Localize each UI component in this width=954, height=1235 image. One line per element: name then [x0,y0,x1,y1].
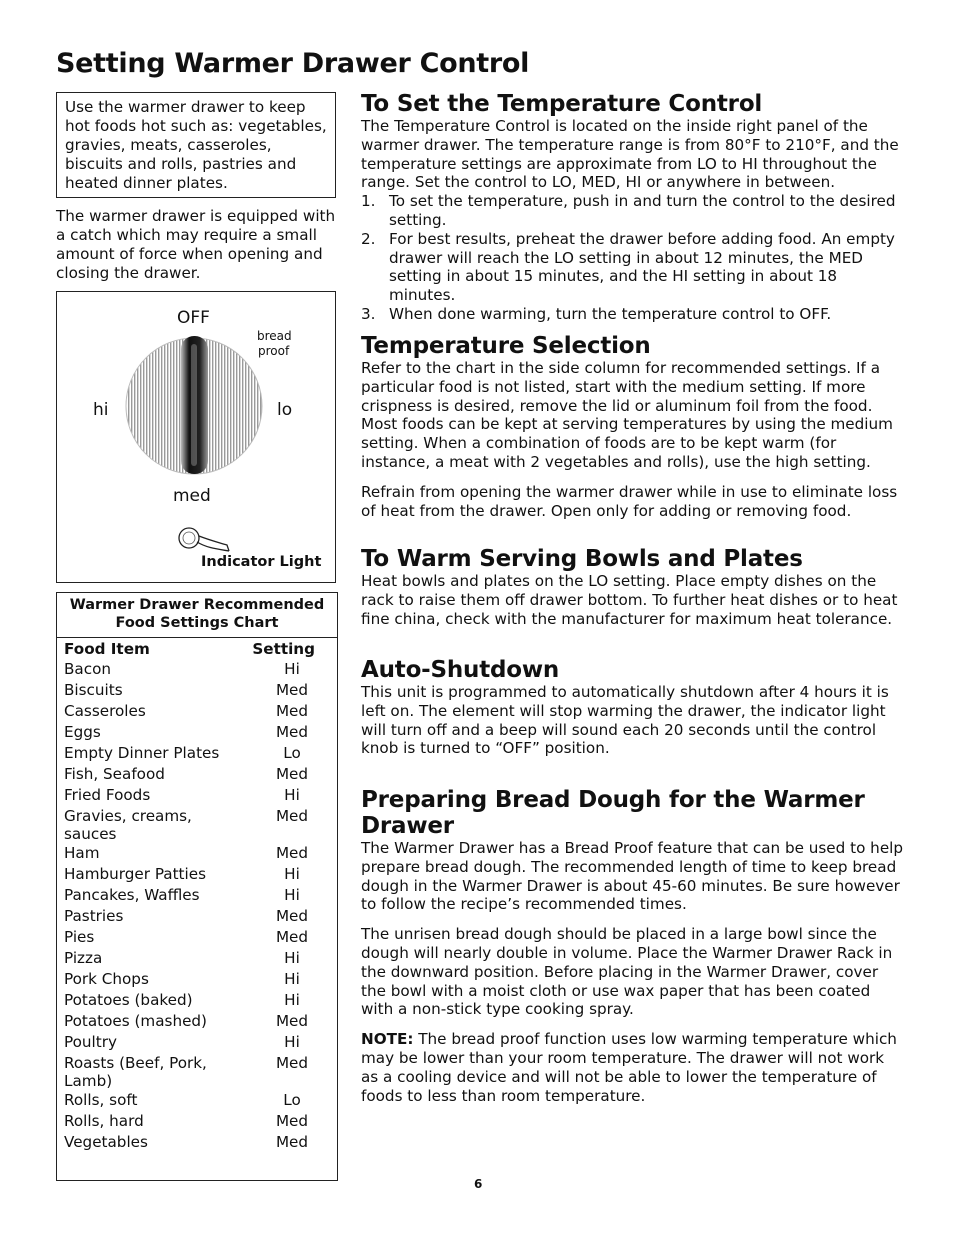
food-item-cell: Pies [64,928,95,946]
temp-control-steps [361,192,906,324]
table-row [57,1054,337,1091]
setting-cell: Med [275,765,309,783]
table-row [57,1133,337,1154]
section-temp-selection [361,333,906,520]
food-item-cell: Gravies, creams, sauces [64,807,192,843]
step-item: 2. For best results, preheat the drawer before adding food. An empty drawer will reach the LO setting in about 12 minutes, the MED setting in about 15 minutes, and the HI setting in about 18 minutes. [361,229,895,305]
table-row [57,907,337,928]
table-row [57,886,337,907]
food-item-cell: Rolls, hard [64,1112,144,1130]
food-item-cell: Potatoes (mashed) [64,1012,207,1030]
table-row [57,1033,337,1054]
food-item-cell: Eggs [64,723,101,741]
page-title: Setting Warmer Drawer Control [56,48,530,79]
dial-lo-label: lo [277,400,293,420]
table-row [57,807,337,844]
control-dial-figure [56,291,336,583]
setting-cell: Hi [284,991,300,1009]
setting-cell: Med [275,1133,309,1151]
food-item-cell: Pizza [64,949,103,967]
setting-cell: Hi [284,970,300,988]
heading-temp-control: To Set the Temperature Control [361,91,763,117]
food-item-cell: Potatoes (baked) [64,991,193,1009]
indicator-light-icon [177,524,233,558]
setting-cell: Hi [284,949,300,967]
food-item-cell: Pancakes, Waffles [64,886,200,904]
note-text: The bread proof function uses low warming temperature which may be lower than your room temperature. The drawer will not work as a cooling device and will not be able to lower the temperature of foods to less than room temperature. [361,1030,897,1105]
heading-temp-selection: Temperature Selection [361,333,651,359]
auto-shutdown-body: This unit is programmed to automatically shutdown after 4 hours it is left on. The element will stop warming the drawer, the indicator light will turn off and a beep will sound each 20 seconds until the control knob is turned to “OFF” position. [361,683,889,758]
table-row [57,660,337,681]
food-item-cell: Pastries [64,907,124,925]
food-item-cell: Pork Chops [64,970,149,988]
chart-title-line1: Warmer Drawer Recommended [69,597,325,613]
section-bread-dough [361,787,906,1105]
table-row [57,1091,337,1112]
food-item-cell: Empty Dinner Plates [64,744,220,762]
step-item: 1. To set the temperature, push in and turn the control to the desired setting. [361,192,896,229]
catch-paragraph: The warmer drawer is equipped with a catch which may require a small amount of force when opening and closing the drawer. [56,207,336,282]
food-item-cell: Ham [64,844,100,862]
table-row [57,786,337,807]
intro-callout: Use the warmer drawer to keep hot foods hot such as: vegetables, gravies, meats, casseroles, biscuits and rolls, pastries and heated dinner plates. [56,92,336,198]
food-item-cell: Fried Foods [64,786,151,804]
step-item: 3. When done warming, turn the temperature control to OFF. [361,304,832,323]
food-settings-chart [56,592,338,1181]
control-knob-icon [119,334,269,476]
food-item-cell: Hamburger Patties [64,865,206,883]
heading-bread-dough: Preparing Bread Dough for the Warmer Drawer [361,787,865,839]
dial-hi-label: hi [93,400,109,420]
table-row [57,949,337,970]
food-item-cell: Bacon [64,660,111,678]
temp-selection-p2: Refrain from opening the warmer drawer while in use to eliminate loss of heat from the drawer. Open only for adding or removing food. [361,482,898,520]
setting-cell: Med [275,844,309,862]
table-row [57,970,337,991]
setting-cell: Hi [284,1033,300,1051]
chart-title-line2: Food Settings Chart [115,615,279,631]
setting-cell: Lo [283,744,301,762]
dial-bread-label: bread [257,329,292,343]
setting-cell: Hi [284,886,300,904]
food-item-cell: Vegetables [64,1133,148,1151]
section-bowls-plates [361,546,906,628]
indicator-light-label: Indicator Light [201,554,322,570]
setting-cell: Med [275,907,309,925]
food-item-cell: Casseroles [64,702,146,720]
table-row [57,928,337,949]
table-row [57,844,337,865]
heading-auto-shutdown: Auto-Shutdown [361,657,560,683]
setting-cell: Med [275,723,309,741]
table-row [57,1112,337,1133]
temp-control-body: The Temperature Control is located on the inside right panel of the warmer drawer. The temperature range is from 80°F to 210°F, and the temperature settings are approximate from LO to HI throughout the range. Set the control to LO, MED, HI or anywhere in between. [361,117,899,192]
table-row [57,765,337,786]
table-row [57,991,337,1012]
bread-dough-note [361,1030,906,1105]
setting-cell: Hi [284,786,300,804]
table-row [57,702,337,723]
setting-cell: Med [275,702,309,720]
section-auto-shutdown [361,657,906,758]
setting-cell: Med [275,681,309,699]
setting-cell: Med [275,928,309,946]
col-header-setting: Setting [252,640,315,658]
bread-dough-p1: The Warmer Drawer has a Bread Proof feature that can be used to help prepare bread dough. The recommended length of time to keep bread dough in the Warmer Drawer is about 45-60 minutes. Be sure however to follow the recipe’s recommended times. [361,839,904,914]
bread-dough-p2: The unrisen bread dough should be placed in a large bowl since the dough will nearly double in volume. Place the Warmer Drawer Rack in the downward position. Before placing in the Warmer Drawer, cover the bowl with a moist cloth or use wax paper that has been coated with a non-stick type cooking spray. [361,925,893,1019]
setting-cell: Lo [283,1091,301,1109]
dial-off-label: OFF [177,308,210,328]
food-item-cell: Roasts (Beef, Pork, Lamb) [64,1054,207,1090]
dial-proof-label: proof [258,344,290,358]
setting-cell: Med [275,1054,309,1072]
food-item-cell: Poultry [64,1033,117,1051]
table-row [57,865,337,886]
food-item-cell: Rolls, soft [64,1091,138,1109]
section-temp-control [361,91,906,324]
table-row [57,681,337,702]
table-row [57,723,337,744]
table-row [57,744,337,765]
setting-cell: Med [275,1112,309,1130]
food-settings-table [57,638,337,1154]
page-number: 6 [474,1177,483,1191]
setting-cell: Hi [284,865,300,883]
setting-cell: Hi [284,660,300,678]
setting-cell: Med [275,807,309,825]
setting-cell: Med [275,1012,309,1030]
food-item-cell: Fish, Seafood [64,765,165,783]
col-header-food-item: Food Item [64,640,150,658]
food-item-cell: Biscuits [64,681,123,699]
heading-bowls-plates: To Warm Serving Bowls and Plates [361,546,803,572]
table-row [57,1012,337,1033]
dial-med-label: med [173,486,211,506]
note-label: NOTE: [361,1030,414,1049]
temp-selection-p1: Refer to the chart in the side column for recommended settings. If a particular food is not listed, start with the medium setting. If more crispness is desired, remove the lid or aluminum foil from the food. Most foods can be kept at serving temperatures by using the medium setting. When a combination of foods are to be kept warm (for instance, a meat with 2 vegetables and rolls), use the high setting. [361,359,893,471]
bowls-plates-body: Heat bowls and plates on the LO setting. Place empty dishes on the rack to raise them off drawer bottom. To further heat dishes or to heat fine china, check with the manufacturer for maximum heat tolerance. [361,572,898,628]
